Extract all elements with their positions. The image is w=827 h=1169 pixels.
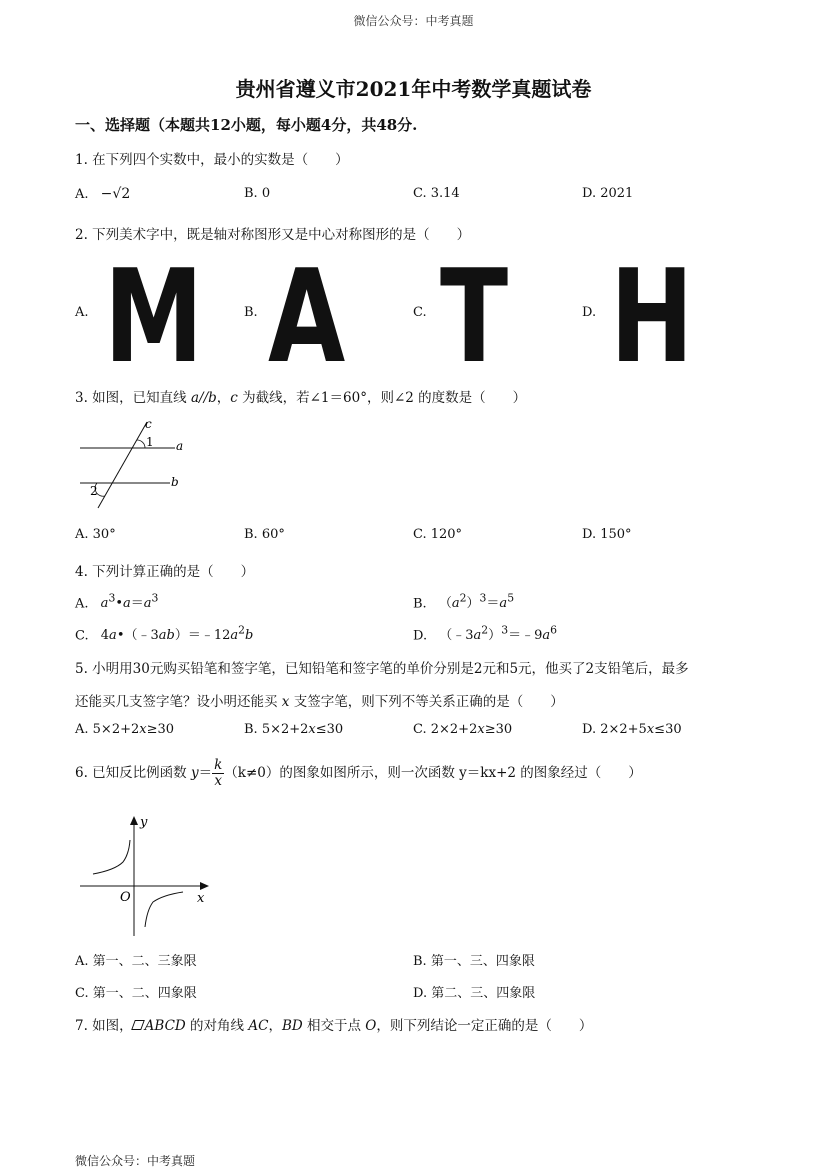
hyperbola-branch-2 xyxy=(93,840,130,874)
section-heading: 一、选择题（本题共12小题，每小题4分，共48分. xyxy=(75,116,418,134)
q2-option-c-label[interactable]: C. xyxy=(413,305,427,320)
q4-option-c[interactable]: C. $4a•(﹣3ab)=﹣12a^2b$ xyxy=(75,624,254,644)
q2-stem: 2. 下列美术字中，既是轴对称图形又是中心对称图形的是（ ） xyxy=(75,227,471,243)
q4-option-a[interactable]: A. $a^3•a=a^3$ xyxy=(75,592,159,612)
page-title: 贵州省遵义市2021年中考数学真题试卷 xyxy=(235,77,592,101)
page-footer: 微信公众号：中考真题 xyxy=(75,1154,196,1168)
q5-option-b[interactable]: B. 5×2+2x≤30 xyxy=(244,722,344,737)
q1-option-a-value: −√2 xyxy=(100,186,131,202)
q2-letter-a: A xyxy=(268,243,346,392)
angle-1-arc xyxy=(137,440,145,448)
line-c xyxy=(98,422,147,508)
label-origin: O xyxy=(120,890,131,905)
q2-option-d-label[interactable]: D. xyxy=(582,305,597,320)
y-axis-arrow xyxy=(130,816,138,825)
q6-figure xyxy=(75,812,215,942)
q5-option-c[interactable]: C. 2×2+2x≥30 xyxy=(413,722,513,737)
label-a: a xyxy=(176,439,184,453)
q6-option-b[interactable]: B. 第一、三、四象限 xyxy=(413,954,535,969)
q2-option-b-label[interactable]: B. xyxy=(244,305,258,320)
q3-option-d[interactable]: D. 150° xyxy=(582,527,632,542)
label-x: x xyxy=(197,891,205,906)
q5-option-a[interactable]: A. 5×2+2x≥30 xyxy=(75,722,175,737)
q4-option-d[interactable]: D. $(﹣3a^2)^3=﹣9a^6$ xyxy=(413,624,558,644)
q2-letter-h: H xyxy=(610,243,694,392)
q6-option-a[interactable]: A. 第一、二、三象限 xyxy=(75,954,197,969)
label-y: y xyxy=(140,815,148,830)
q2-option-a-label[interactable]: A. xyxy=(75,305,89,320)
q6-fraction: $\frac{k}{x}$ xyxy=(214,757,223,789)
label-c: c xyxy=(145,417,152,431)
q5-line2: 还能买几支签字笔？设小明还能买 x 支签字笔，则下列不等关系正确的是（ ） xyxy=(75,694,564,710)
q2-letter-m: M xyxy=(104,243,204,392)
q7-stem: 7. 如图， ABCD 的对角线 AC，BD 相交于点 O，则下列结论一定正确的是（ ） xyxy=(75,1018,593,1034)
q1-option-c[interactable]: C. 3.14 xyxy=(413,186,460,201)
q4-stem: 4. 下列计算正确的是（ ） xyxy=(75,564,255,580)
label-2: 2 xyxy=(90,484,98,498)
q3-stem: 3. 如图，已知直线 a//b，c 为截线，若∠1＝60°，则∠2 的度数是（ ） xyxy=(75,390,527,406)
q3-option-a[interactable]: A. 30° xyxy=(75,527,116,542)
q5-option-d[interactable]: D. 2×2+5x≤30 xyxy=(582,722,682,737)
q5-line1: 5. 小明用30元购买铅笔和签字笔，已知铅笔和签字笔的单价分别是2元和5元，他买了2支铅笔后，最多 xyxy=(75,661,689,677)
q1-option-b[interactable]: B. 0 xyxy=(244,186,271,201)
q2-letter-t: T xyxy=(440,243,509,392)
page-header: 微信公众号：中考真题 xyxy=(353,14,474,28)
q4-option-b[interactable]: B. $(a^2)^3=a^5$ xyxy=(413,592,515,612)
q6-option-d[interactable]: D. 第二、三、四象限 xyxy=(413,986,536,1001)
q6-option-c[interactable]: C. 第一、二、四象限 xyxy=(75,986,197,1001)
x-axis-arrow xyxy=(200,882,209,890)
label-b: b xyxy=(171,475,179,489)
label-1: 1 xyxy=(146,435,154,449)
q1-option-a-label: A. xyxy=(75,187,89,202)
q1-option-a[interactable] xyxy=(75,186,130,202)
q1-option-d[interactable]: D. 2021 xyxy=(582,186,634,201)
hyperbola-branch-4 xyxy=(145,892,183,927)
q6-stem: 6. 已知反比例函数 y＝ $\frac{k}{x}$ （k≠0）的图象如图所示，则一次函数 y＝kx+2 的图象经过（ ） xyxy=(75,757,642,789)
q3-option-b[interactable]: B. 60° xyxy=(244,527,285,542)
q1-stem: 1. 在下列四个实数中，最小的实数是（ ） xyxy=(75,152,349,168)
q3-figure xyxy=(75,412,205,512)
q3-option-c[interactable]: C. 120° xyxy=(413,527,463,542)
